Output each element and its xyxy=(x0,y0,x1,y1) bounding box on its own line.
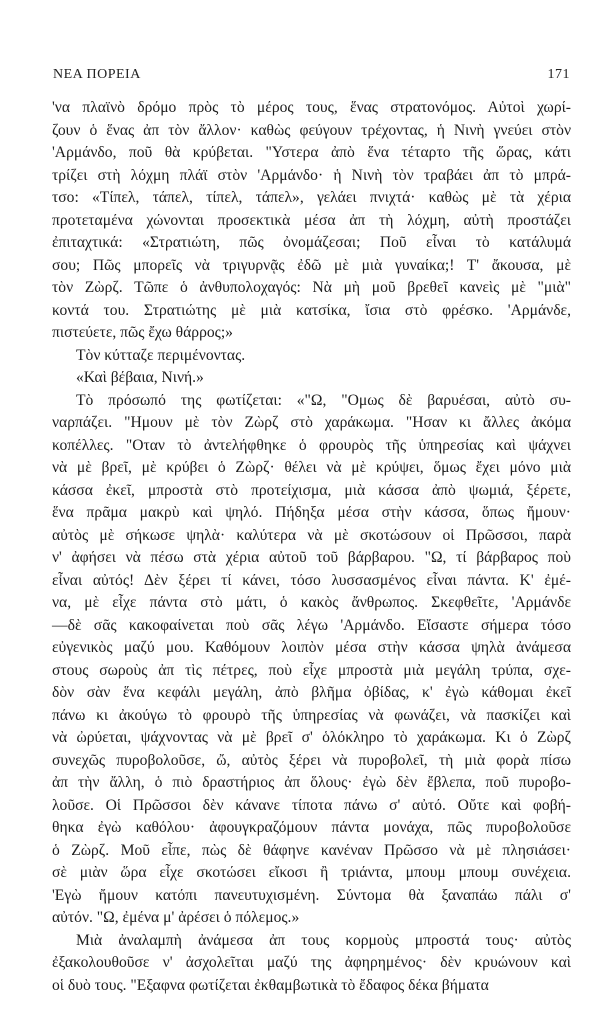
text-line: ναρπάζει. "Ημουν μὲ τὸν Ζὼρζ στὸ χαράκωμα. "Ησαν κι ἄλλες ἀκόμα xyxy=(52,414,571,431)
running-head xyxy=(53,67,570,87)
text-line: ἕνα πρᾶμα μακρὺ καὶ ψηλό. Πήδηξα μέσα στὴν κάσσα, ὅπως ἤμουν· xyxy=(52,504,571,521)
paragraph xyxy=(52,97,571,345)
paragraph xyxy=(52,930,571,998)
text-line: κάσσα ἐκεῖ, μπροστὰ στὸ προτείχισμα, μιὰ κάσσα ἀπὸ ψωμιά, ξέρετε, xyxy=(52,481,571,499)
text-line: στους σωροὺς ἀπ τὶς πέτρες, ποὺ εἶχε μπροστὰ μιὰ μεγάλη τρύπα, σχε- xyxy=(52,661,571,679)
text-line: ζουν ὁ ἕνας ἀπ τὸν ἄλλον· καθὼς φεύγουν τρέχοντας, ἡ Νινὴ γνεύει στὸν xyxy=(52,121,571,139)
text-line: —δὲ σᾶς κακοφαίνεται ποὺ σᾶς λέγω 'Αρμάνδο. Εἴσαστε σήμερα τόσο xyxy=(52,616,571,634)
text-line: «Καὶ βέβαια, Νινή.» xyxy=(76,369,204,386)
body-text xyxy=(52,97,571,997)
paragraph xyxy=(52,367,571,390)
text-line: πάνω κι ἀκούγω τὸ φρουρὸ τῆς ὑπηρεσίας νὰ φωνάζει, νὰ πασκίζει καὶ xyxy=(52,706,571,724)
paragraph xyxy=(52,390,571,930)
text-line: σὲ μιὰν ὥρα εἶχε σκοτώσει εἴκοσι ἢ τριάντα, μπουμ μπουμ συνέχεια. xyxy=(52,864,571,881)
text-line: τρίζει στὴ λόχμη πλάϊ στὸν 'Αρμάνδο· ἡ Νινὴ τὸν τραβάει ἀπ τὸ μπρά- xyxy=(52,166,571,184)
text-line: κοντά του. Στρατιώτης μὲ μιὰ κατσίκα, ἴσια στὸ φρέσκο. 'Αρμάνδε, xyxy=(52,301,571,319)
text-line: αὐτόν. "Ω, ἐμένα μ' ἀρέσει ὁ πόλεμος.» xyxy=(52,909,300,926)
text-line: ὁ Ζὼρζ. Μοῦ εἶπε, πὼς δὲ θάφηνε κανέναν Πρῶσσο νὰ μὲ πλησιάσει· xyxy=(52,841,571,859)
text-line: οἱ δυὸ τους. "Εξαφνα φωτίζεται ἐκθαμβωτικὰ τὸ ἔδαφος δέκα βήματα xyxy=(52,976,489,994)
text-line: ἐξακολουθοῦσε ν' ἀσχολεῖται μαζύ της ἀφηρημένος· δὲν κρυώνουν καὶ xyxy=(52,954,571,971)
text-line: 'Αρμάνδο, ποῦ θὰ κρύβεται. "Υστερα ἀπὸ ἕνα τέταρτο τῆς ὥρας, κάτι xyxy=(52,144,571,161)
text-line: δὸν σὰν ἕνα κεφάλι μεγάλη, ἀπὸ βλῆμα ὀβίδας, κ' ἐγὼ κάθομαι ἐκεῖ xyxy=(52,684,571,701)
text-line: Μιὰ ἀναλαμπὴ ἀνάμεσα ἀπ τους κορμοὺς μπροστά τους· αὐτὸς xyxy=(76,931,571,949)
text-line: εἶναι αὐτός! Δὲν ξέρει τί κάνει, τόσο λυσσασμένος εἶναι πάντα. Κ' ἐμέ- xyxy=(52,571,571,589)
page-number: 171 xyxy=(547,67,570,82)
running-head-title: ΝΕΑ ΠΟΡΕΙΑ xyxy=(53,67,141,82)
text-line: νὰ μὲ βρεῖ, μὲ κρύβει ὁ Ζὼρζ· θέλει νὰ μὲ κρύψει, ὅμως ἔχει μόνο μιὰ xyxy=(52,459,571,476)
text-line: πιστεύετε, πῶς ἔχω θάρρος;» xyxy=(52,324,233,341)
text-line: εὐγενικὸς μαζύ μου. Καθόμουν λοιπὸν μέσα στὴν κάσσα ψηλὰ ἀνάμεσα xyxy=(52,639,571,656)
text-line: συνεχῶς πυροβολοῦσε, ὤ, αὐτὸς ξέρει νὰ πυροβολεῖ, τὴ μιὰ φορὰ πίσω xyxy=(52,751,571,769)
text-line: αὐτὸς μὲ σήκωσε ψηλὰ· καλύτερα νὰ μὲ σκοτώσουν οἱ Πρῶσσοι, παρὰ xyxy=(52,526,571,544)
text-line: προτεταμένα χώνονται προσεκτικὰ μέσα ἀπ τὴ λόχμη, αὐτὴ προστάζει xyxy=(52,211,571,229)
text-line: 'να πλαϊνὸ δρόμο πρὸς τὸ μέρος τους, ἕνας στρατονόμος. Αὐτοὶ χωρί- xyxy=(52,99,571,116)
text-line: νὰ ὠρύεται, ψάχνοντας νὰ μὲ βρεῖ σ' ὁλόκληρο τὸ χαράκωμα. Κι ὁ Ζὼρζ xyxy=(52,729,571,746)
text-line: κοπέλλες. "Οταν τὸ ἀντελήφθηκε ὁ φρουρὸς τῆς ὑπηρεσίας καὶ ψάχνει xyxy=(52,436,571,454)
text-line: Τὸν κύτταζε περιμένοντας. xyxy=(76,346,246,364)
text-line: 'Εγὼ ἤμουν κατόπι πανευτυχισμένη. Σύντομα θὰ ξαναπάω πάλι σ' xyxy=(52,886,571,904)
text-line: θηκα ἐγὼ καθόλου· ἀφουγκραζόμουν πάντα μονάχα, πῶς πυροβολοῦσε xyxy=(52,819,571,836)
text-line: λοῦσε. Οἱ Πρῶσσοι δὲν κάνανε τίποτα πάνω σ' αὐτό. Οὔτε καὶ φοβή- xyxy=(52,796,571,814)
text-line: σου; Πῶς μπορεῖς νὰ τριγυρνᾷς ἐδῶ μὲ μιὰ γυναίκα;! Τ' ἄκουσα, μὲ xyxy=(52,256,571,274)
text-line: τὸν Ζὼρζ. Τῶπε ὁ ἀνθυπολοχαγός: Νὰ μὴ μοῦ βρεθεῖ κανεὶς μὲ "μιὰ" xyxy=(52,279,571,296)
text-line: τσο: «Τίπελ, τάπελ, τίπελ, τάπελ», γελάει πνιχτά· καθὼς μὲ τὰ χέρια xyxy=(52,189,571,206)
paragraph xyxy=(52,345,571,368)
text-line: ἀπ τὴν ἄλλη, ὁ πιὸ δραστήριος ἀπ ὅλους· ἐγὼ δὲν ἔβλεπα, ποῦ πυροβο- xyxy=(52,774,571,791)
text-line: να, μὲ εἶχε πάντα στὸ μάτι, ὁ κακὸς ἄνθρωπος. Σκεφθεῖτε, 'Αρμάνδε xyxy=(52,594,571,611)
text-line: ἐπιταχτικά: «Στρατιώτη, πῶς ὀνομάζεσαι; Ποῦ εἶναι τὸ κατάλυμά xyxy=(52,234,571,251)
text-line: Τὸ πρόσωπό της φωτίζεται: «"Ω, "Ομως δὲ βαρυέσαι, αὐτὸ συ- xyxy=(76,391,571,409)
text-line: ν' ἀφήσει νὰ πέσω στὰ χέρια αὐτοῦ τοῦ βάρβαρου. "Ω, τί βάρβαρος ποὺ xyxy=(52,549,571,566)
